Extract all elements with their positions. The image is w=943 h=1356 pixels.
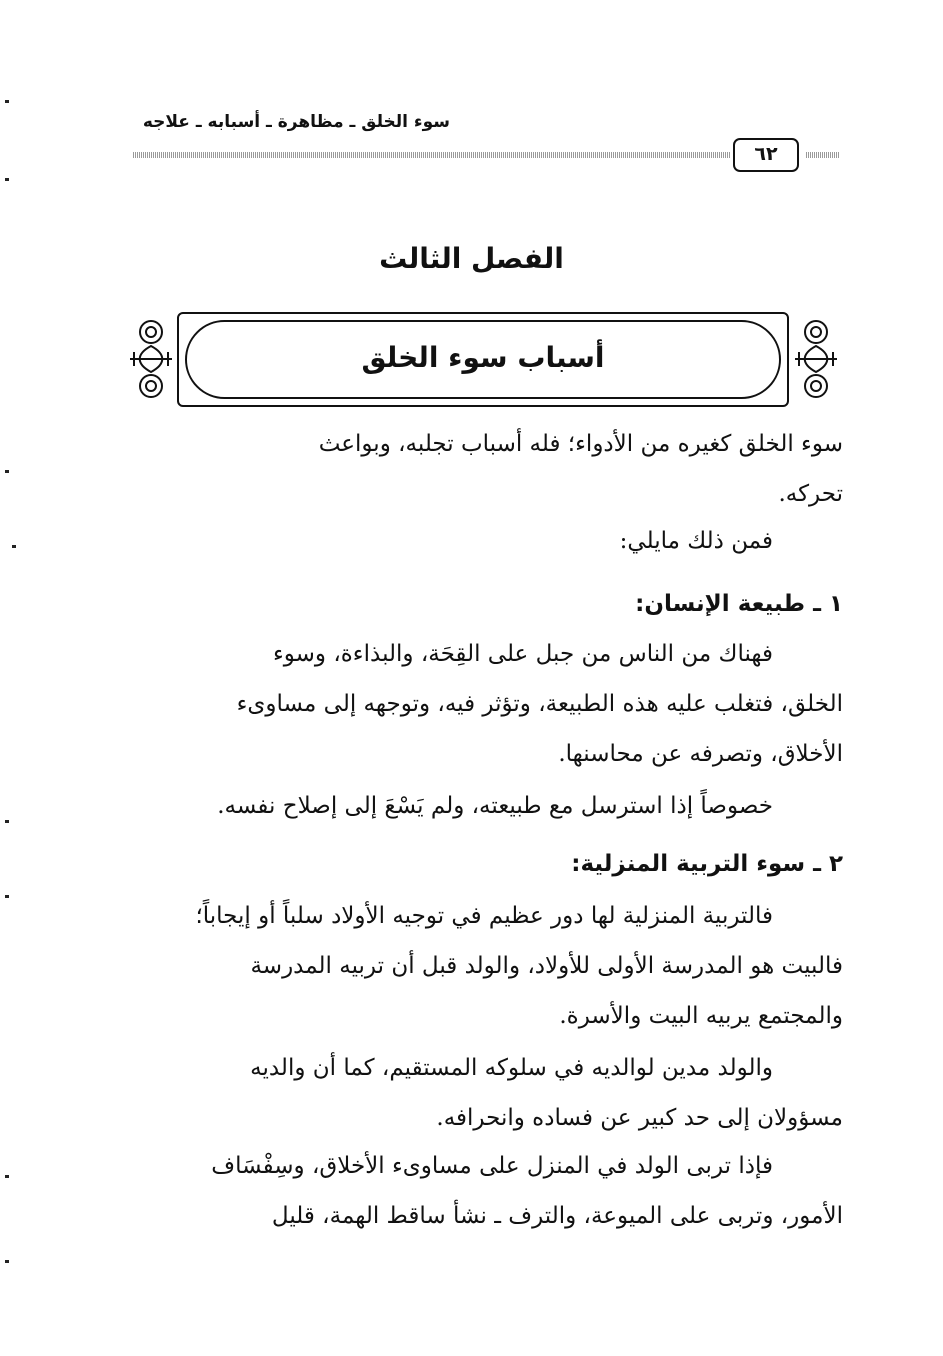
- floral-ornament-icon: [126, 314, 176, 404]
- text-line: فالتربية المنزلية لها دور عظيم في توجيه الأولاد سلباً أو إيجاباً؛: [195, 903, 773, 929]
- text-line: فهناك من الناس من جبل على القِحَة، والبذاءة، وسوء: [272, 641, 773, 667]
- scan-margin-mark: [5, 470, 9, 473]
- scan-margin-mark: [5, 820, 9, 823]
- running-header-title: سوء الخلق ـ مظاهرة ـ أسبابه ـ علاجه: [142, 112, 450, 132]
- text-line: والولد مدين لوالديه في سلوكه المستقيم، كما أن والديه: [250, 1055, 773, 1081]
- text-line: والمجتمع يربيه البيت والأسرة.: [559, 1003, 843, 1029]
- section-heading: ٢ ـ سوء التربية المنزلية:: [571, 851, 843, 877]
- text-line: الأمور، وتربى على الميوعة، والترف ـ نشأ ساقط الهمة، قليل: [271, 1203, 843, 1229]
- header-rule-short: [806, 152, 840, 158]
- scan-margin-mark: [5, 100, 9, 103]
- scan-margin-mark: [5, 178, 9, 181]
- chapter-title: الفصل الثالث: [379, 242, 564, 275]
- page-number: ٦٢: [733, 138, 799, 172]
- scan-margin-mark: [5, 1260, 9, 1263]
- text-line: خصوصاً إذا استرسل مع طبيعته، ولم يَسْعَ إلى إصلاح نفسه.: [217, 793, 773, 819]
- text-line: الخلق، فتغلب عليه هذه الطبيعة، وتؤثر فيه، وتوجهه إلى مساوىء: [236, 691, 843, 717]
- text-line: الأخلاق، وتصرفه عن محاسنها.: [558, 741, 843, 767]
- text-line: فالبيت هو المدرسة الأولى للأولاد، والولد قبل أن تربيه المدرسة: [250, 953, 843, 979]
- section-heading: ١ ـ طبيعة الإنسان:: [635, 591, 843, 617]
- text-line: سوء الخلق كغيره من الأدواء؛ فله أسباب تجلبه، وبواعث: [318, 431, 843, 457]
- scan-margin-mark: [5, 895, 9, 898]
- text-line: تحركه.: [778, 481, 843, 507]
- header-rule: [133, 152, 730, 158]
- floral-ornament-icon: [791, 314, 841, 404]
- scan-margin-mark: [5, 1175, 9, 1178]
- text-line: فمن ذلك مايلي:: [619, 528, 773, 554]
- scan-margin-mark: [12, 545, 16, 548]
- section-title: أسباب سوء الخلق: [361, 341, 605, 374]
- text-line: مسؤولان إلى حد كبير عن فساده وانحرافه.: [436, 1105, 843, 1131]
- text-line: فإذا تربى الولد في المنزل على مساوىء الأخلاق، وسِفْسَاف: [211, 1153, 773, 1179]
